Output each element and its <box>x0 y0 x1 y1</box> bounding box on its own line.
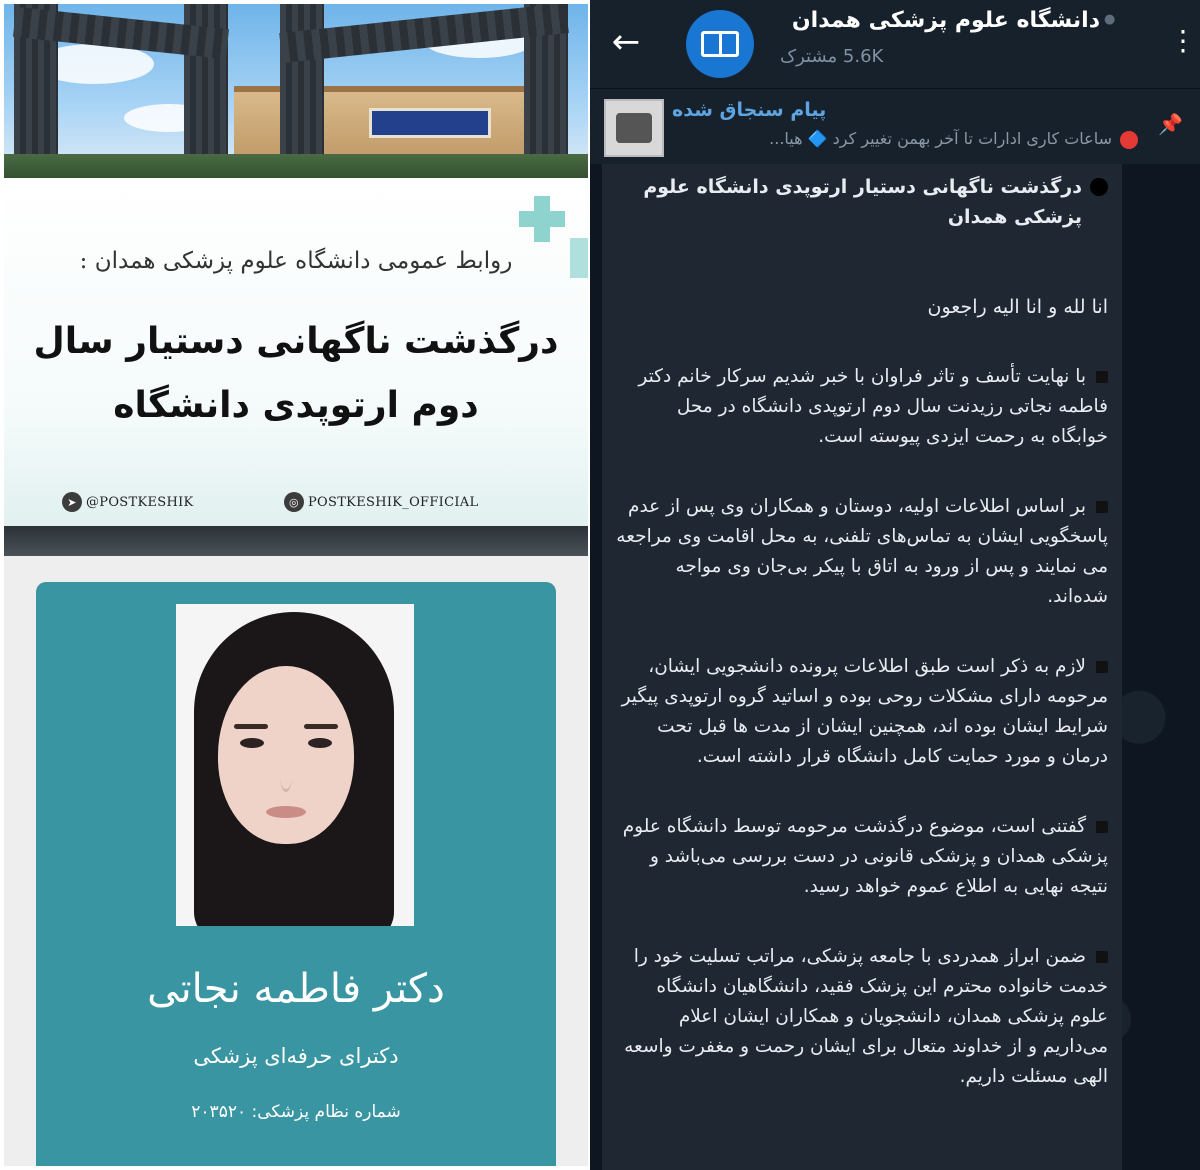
profile-photo <box>176 604 414 926</box>
university-gate-photo <box>4 4 588 184</box>
profile-license: شماره نظام پزشکی: ۲۰۳۵۲۰ <box>191 1102 401 1122</box>
pinned-title: پیام سنجاق شده <box>672 99 827 121</box>
back-arrow-icon[interactable]: ← <box>611 22 641 62</box>
channel-avatar[interactable] <box>686 10 754 78</box>
telegram-handle <box>62 492 194 512</box>
instagram-handle-text: POSTKESHIK_OFFICIAL <box>308 494 479 510</box>
message-paragraph: ضمن ابراز همدردی با جامعه پزشکی، مراتب تسلیت خود را خدمت خانواده محترم این پزشک فقید، دانشگاهیان دانشگاه علوم پزشکی همدان، دانشجویان و همکاران ایشان اعلام می‌داریم و از خداوند متعال برای ایشان رحمت و مغفرت واسعه الهی مسئلت داریم. <box>616 942 1108 1092</box>
profile-degree: دکترای حرفه‌ای پزشکی <box>193 1044 399 1068</box>
news-banner <box>4 4 588 526</box>
channel-header <box>590 0 1200 88</box>
message-paragraph: با نهایت تأسف و تاثر فراوان با خبر شدیم سرکار خانم دکتر فاطمه نجاتی رزیدنت سال دوم ارتوپدی دانشگاه در محل خوابگاه به رحمت ایزدی پیوسته است. <box>616 362 1108 452</box>
profile-panel <box>4 556 588 1166</box>
message-title <box>616 172 1108 232</box>
pinned-preview: ساعات کاری ادارات تا آخر بهمن تغییر کرد 🔷 هیا... <box>769 129 1112 148</box>
banner-headline: درگذشت ناگهانی دستیار سال دوم ارتوپدی دانشگاه <box>33 321 559 426</box>
banner-text-card <box>4 178 588 526</box>
pinned-thumbnail <box>604 99 664 157</box>
telegram-icon: ➤ <box>62 492 82 512</box>
telegram-channel-screen <box>590 0 1200 1170</box>
profile-name: دکتر فاطمه نجاتی <box>147 966 445 1012</box>
muted-icon: ● <box>1104 12 1116 27</box>
more-menu-icon[interactable]: ⋮ <box>1169 24 1197 57</box>
instagram-icon: ◎ <box>284 492 304 512</box>
book-logo-icon <box>701 31 739 57</box>
message-bubble <box>602 164 1122 1170</box>
pin-icon[interactable]: 📌 <box>1158 112 1183 136</box>
telegram-handle-text: @POSTKESHIK <box>86 494 194 510</box>
divider-bar <box>4 526 588 556</box>
red-circle-icon <box>1120 131 1138 149</box>
channel-title[interactable]: دانشگاه علوم پزشکی همدان <box>791 8 1100 33</box>
left-news-graphics <box>0 0 590 1170</box>
instagram-handle <box>284 492 478 512</box>
message-paragraph: لازم به ذکر است طبق اطلاعات پرونده دانشجویی ایشان، مرحومه دارای مشکلات روحی بوده و اساتید گروه ارتوپدی پیگیر شرایط ایشان بوده اند، همچنین ایشان از مدت ها قبل تحت درمان و مورد حمایت کامل دانشگاه قرار داشته است. <box>616 652 1108 772</box>
subscriber-count: 5.6K مشترک <box>780 46 884 67</box>
banner-subtitle: روابط عمومی دانشگاه علوم پزشکی همدان : <box>79 248 513 274</box>
building-sign <box>369 108 491 138</box>
message-verse: انا لله و انا الیه راجعون <box>927 296 1108 318</box>
profile-card <box>36 582 556 1166</box>
message-paragraph: گفتنی است، موضوع درگذشت مرحومه توسط دانشگاه علوم پزشکی همدان و پزشکی قانونی در دست بررسی می‌باشد و نتیجه نهایی به اطلاع عموم خواهد رسید. <box>616 812 1108 902</box>
message-title-text: درگذشت ناگهانی دستیار ارتوپدی دانشگاه علوم پزشکی همدان <box>643 176 1082 228</box>
message-paragraph: بر اساس اطلاعات اولیه، دوستان و همکاران وی پس از عدم پاسخگویی ایشان به تماس‌های تلفنی، به محل اقامت وی مراجعه می نمایند و پس از ورود به اتاق با پیکر بی‌جان وی مواجه شده‌اند. <box>616 492 1108 612</box>
pinned-message-bar[interactable] <box>590 88 1200 164</box>
black-circle-icon <box>1090 178 1108 196</box>
